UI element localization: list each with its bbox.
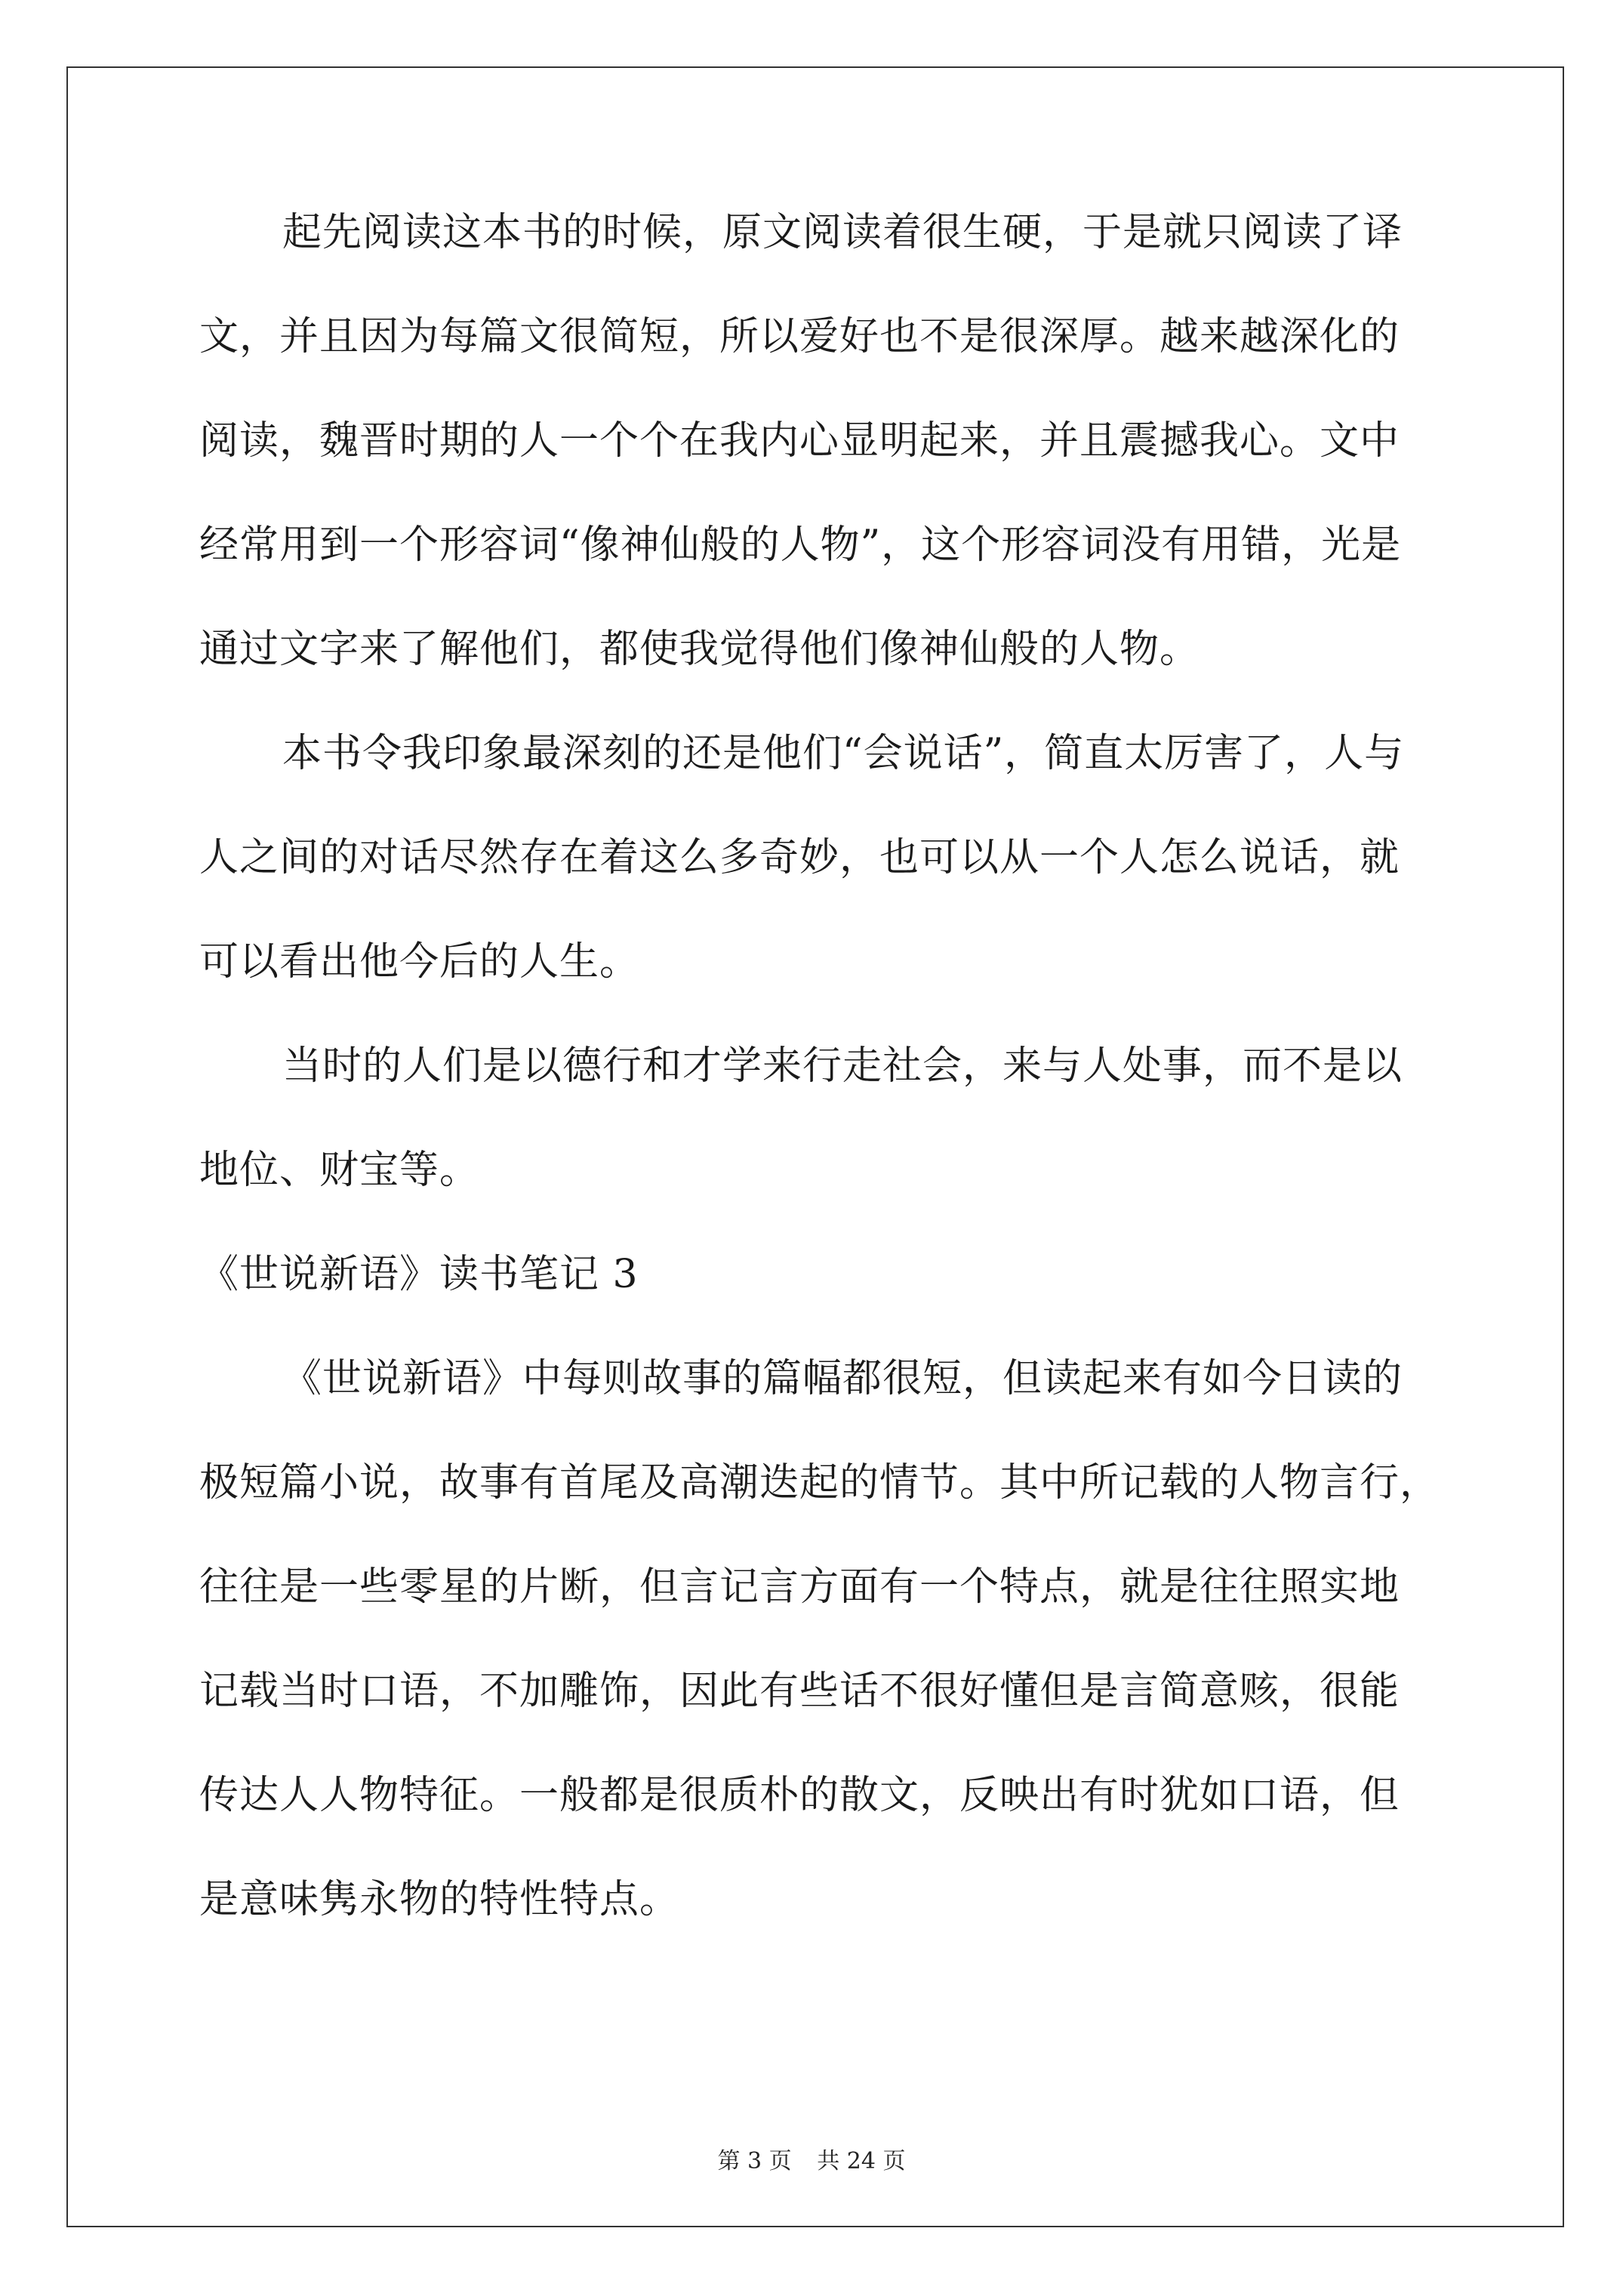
text-line: 起先阅读这本书的时候，原文阅读着很生硬，于是就只阅读了译 [282,210,1403,255]
page-number: 第 3 页 [717,2148,792,2174]
text-line: 阅读，魏晋时期的人一个个在我内心显明起来，并且震撼我心。文中 [199,418,1400,464]
text-line: 传达人人物特征。一般都是很质朴的散文，反映出有时犹如口语，但 [199,1773,1400,1818]
text-line: 本书令我印象最深刻的还是他们“会说话”，简直太厉害了，人与 [282,731,1405,776]
text-line: 《世说新语》中每则故事的篇幅都很短，但读起来有如今日读的 [282,1356,1403,1401]
text-line: 经常用到一个形容词“像神仙般的人物”，这个形容词没有用错，光是 [199,522,1402,568]
text-line: 记载当时口语，不加雕饰，因此有些话不很好懂但是言简意赅，很能 [199,1669,1400,1714]
paragraph-1 [199,210,1467,672]
section-heading: 《世说新语》读书笔记 3 [199,1252,639,1297]
document-body [199,210,1467,1984]
paragraph-4 [199,1356,1467,1922]
page-total: 共 24 页 [817,2148,906,2174]
text-line: 文，并且因为每篇文很简短，所以爱好也不是很深厚。越来越深化的 [199,314,1400,359]
text-line: 往往是一些零星的片断，但言记言方面有一个特点，就是往往照实地 [199,1564,1400,1610]
paragraph-3 [199,1043,1467,1193]
text-line: 当时的人们是以德行和才学来行走社会，来与人处事，而不是以 [282,1043,1403,1089]
text-line: 地位、财宝等。 [199,1148,480,1193]
text-line: 极短篇小说，故事有首尾及高潮迭起的情节。其中所记载的人物言行， [199,1460,1440,1505]
text-line: 通过文字来了解他们，都使我觉得他们像神仙般的人物。 [199,627,1200,672]
text-line: 人之间的对话尽然存在着这么多奇妙，也可以从一个人怎么说话，就 [199,835,1400,880]
text-line: 可以看出他今后的人生。 [199,939,640,985]
paragraph-2 [199,731,1467,985]
page-footer [0,2150,1623,2173]
text-line: 是意味隽永物的特性特点。 [199,1877,680,1922]
